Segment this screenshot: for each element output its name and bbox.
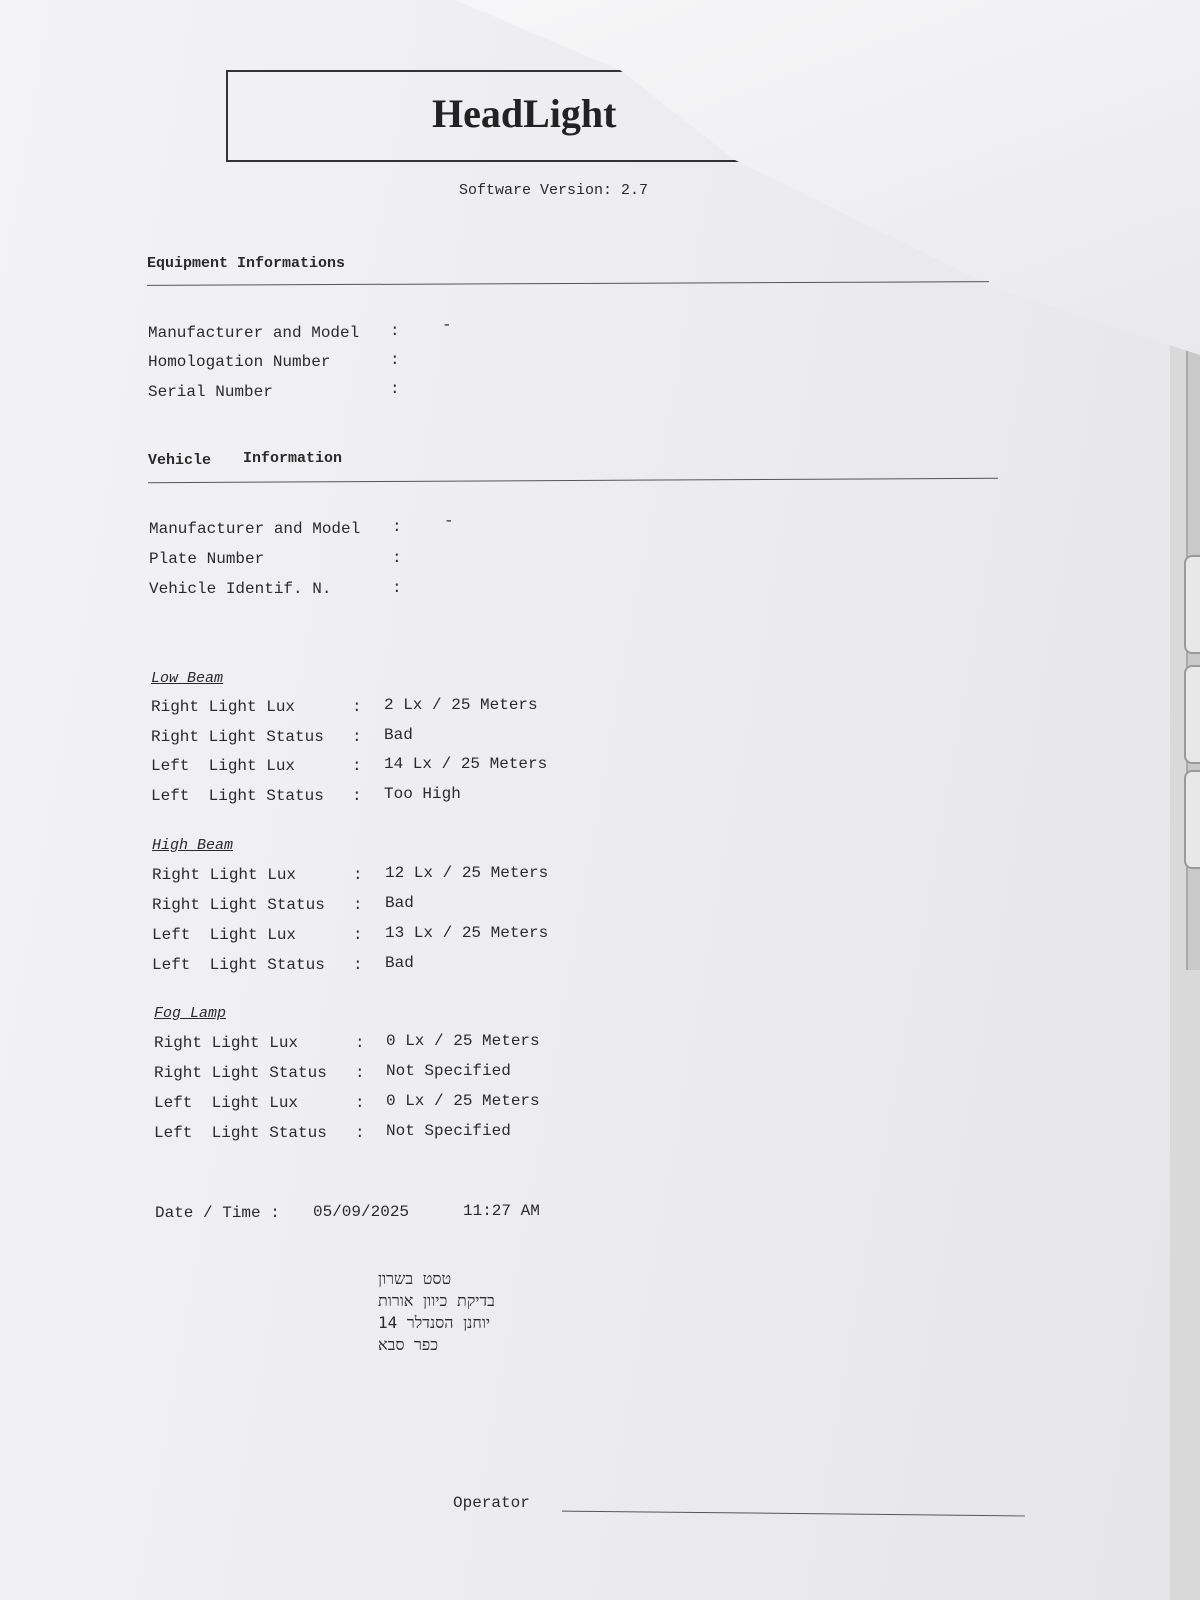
binder-tab — [1184, 665, 1200, 764]
measurement-colon: : — [353, 926, 363, 944]
measurement-label: Right Light Lux — [151, 698, 296, 716]
fog-lamp-heading: Fog Lamp — [154, 1005, 227, 1022]
measurement-colon: : — [353, 896, 363, 914]
measurement-colon: : — [355, 1124, 365, 1142]
equipment-colon: : — [390, 322, 400, 340]
measurement-colon: : — [352, 787, 362, 805]
station-address-block — [378, 1268, 588, 1356]
measurement-label: Left Light Lux — [152, 926, 297, 944]
binder-tab — [1184, 555, 1200, 654]
measurement-value: 0 Lx / 25 Meters — [386, 1092, 540, 1110]
measurement-label: Left Light Lux — [151, 757, 296, 775]
measurement-colon: : — [355, 1094, 365, 1112]
equipment-value: - — [442, 316, 452, 334]
vehicle-colon: : — [392, 518, 402, 536]
vehicle-heading: Information — [243, 450, 343, 467]
vehicle-value: - — [444, 512, 454, 530]
equipment-colon: : — [390, 380, 400, 398]
vehicle-colon: : — [392, 579, 402, 597]
binder-tab — [1184, 770, 1200, 869]
software-version: Software Version: 2.7 — [459, 182, 649, 199]
vehicle-label: Vehicle Identif. N. — [149, 580, 332, 598]
measurement-colon: : — [353, 866, 363, 884]
equipment-label: Serial Number — [148, 383, 273, 401]
high-beam-heading: High Beam — [152, 837, 234, 854]
measurement-label: Right Light Status — [151, 728, 324, 746]
measurement-value: Not Specified — [386, 1122, 511, 1140]
measurement-label: Right Light Lux — [154, 1034, 299, 1052]
equipment-colon: : — [390, 351, 400, 369]
report-title: HeadLight — [432, 91, 617, 136]
station-line: טסט בשרון — [378, 1269, 452, 1288]
measurement-value: 13 Lx / 25 Meters — [385, 924, 549, 942]
measurement-colon: : — [352, 698, 362, 716]
datetime-label: Date / Time : — [155, 1204, 280, 1222]
measurement-colon: : — [355, 1034, 365, 1052]
operator-label: Operator — [453, 1494, 530, 1512]
vehicle-label: Manufacturer and Model — [149, 520, 361, 538]
measurement-colon: : — [352, 728, 362, 746]
vehicle-heading: Vehicle — [148, 452, 212, 469]
station-line: כפר סבא — [378, 1335, 439, 1354]
measurement-value: 14 Lx / 25 Meters — [384, 755, 548, 773]
measurement-label: Left Light Status — [154, 1124, 327, 1142]
measurement-label: Left Light Status — [151, 787, 324, 805]
measurement-colon: : — [355, 1064, 365, 1082]
date-value: 05/09/2025 — [313, 1203, 410, 1221]
measurement-value: 2 Lx / 25 Meters — [384, 696, 538, 714]
equipment-heading: Equipment Informations — [147, 255, 346, 272]
measurement-value: Too High — [384, 785, 461, 803]
time-value: 11:27 AM — [463, 1202, 540, 1220]
measurement-value: Bad — [385, 954, 414, 972]
vehicle-colon: : — [392, 549, 402, 567]
measurement-value: Bad — [385, 894, 414, 912]
station-line: יוחנן הסנדלר 14 — [378, 1313, 491, 1332]
measurement-value: 0 Lx / 25 Meters — [386, 1032, 540, 1050]
measurement-colon: : — [353, 956, 363, 974]
measurement-label: Right Light Status — [152, 896, 325, 914]
binder-edge — [1186, 350, 1200, 970]
equipment-label: Manufacturer and Model — [148, 324, 360, 342]
measurement-label: Right Light Lux — [152, 866, 297, 884]
vehicle-label: Plate Number — [149, 550, 265, 568]
measurement-value: 12 Lx / 25 Meters — [385, 864, 549, 882]
measurement-label: Left Light Lux — [154, 1094, 299, 1112]
station-line: בדיקת כיוון אורות — [378, 1291, 495, 1310]
measurement-colon: : — [352, 757, 362, 775]
measurement-label: Right Light Status — [154, 1064, 327, 1082]
measurement-value: Bad — [384, 726, 413, 744]
measurement-value: Not Specified — [386, 1062, 511, 1080]
equipment-label: Homologation Number — [148, 353, 331, 371]
low-beam-heading: Low Beam — [151, 670, 224, 687]
measurement-label: Left Light Status — [152, 956, 325, 974]
